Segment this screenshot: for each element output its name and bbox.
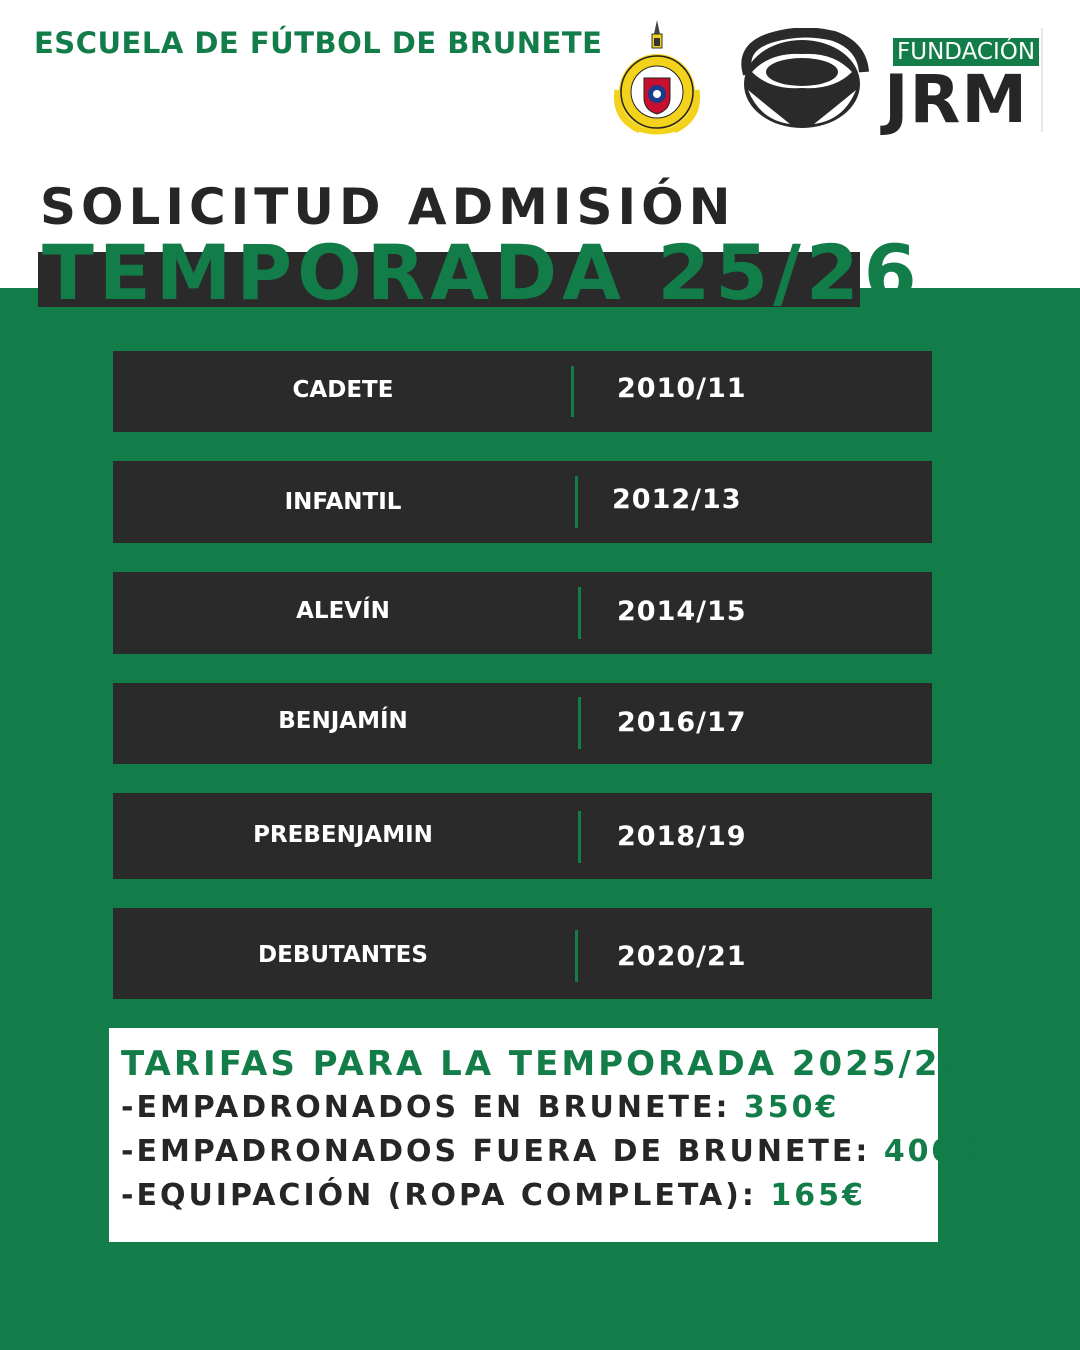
category-row <box>113 351 932 432</box>
category-name: ALEVÍN <box>296 598 390 624</box>
page-title: SOLICITUD ADMISIÓN <box>40 178 736 236</box>
birth-years: 2010/11 <box>617 373 747 404</box>
fee-price: 400€ <box>883 1134 980 1169</box>
category-name: BENJAMÍN <box>278 708 408 734</box>
fee-item <box>121 1134 979 1169</box>
foundation-label: FUNDACIÓN <box>893 38 1039 66</box>
birth-years: 2018/19 <box>617 821 747 852</box>
fee-label: -EQUIPACIÓN (ROPA COMPLETA): <box>121 1178 771 1213</box>
category-name: INFANTIL <box>284 489 402 515</box>
row-divider <box>578 811 581 863</box>
category-row <box>113 683 932 764</box>
birth-years: 2020/21 <box>617 941 747 972</box>
birth-years: 2012/13 <box>612 484 742 515</box>
category-row <box>113 461 932 543</box>
category-name: DEBUTANTES <box>258 942 428 968</box>
crest-icon <box>610 18 704 136</box>
category-row <box>113 908 932 999</box>
school-name: ESCUELA DE FÚTBOL DE BRUNETE <box>34 26 603 60</box>
birth-years: 2014/15 <box>617 596 747 627</box>
row-divider <box>571 366 574 417</box>
fee-item <box>121 1178 866 1213</box>
fee-label: -EMPADRONADOS EN BRUNETE: <box>121 1090 744 1125</box>
category-row <box>113 572 932 654</box>
category-name: CADETE <box>292 377 394 403</box>
fee-price: 350€ <box>743 1090 840 1125</box>
row-divider <box>578 587 581 639</box>
row-divider <box>575 930 578 982</box>
fees-title: TARIFAS PARA LA TEMPORADA 2025/26 <box>121 1044 968 1084</box>
category-name: PREBENJAMIN <box>253 822 433 848</box>
category-row <box>113 793 932 879</box>
row-divider <box>578 697 581 749</box>
row-divider <box>575 476 578 528</box>
birth-years: 2016/17 <box>617 707 747 738</box>
fee-price: 165€ <box>770 1178 866 1213</box>
season-title: TEMPORADA 25/26 <box>42 228 922 317</box>
fee-label: -EMPADRONADOS FUERA DE BRUNETE: <box>121 1134 884 1169</box>
fee-item <box>121 1090 839 1125</box>
fees-box <box>109 1028 980 1242</box>
foundation-name: JRM <box>884 61 1029 138</box>
